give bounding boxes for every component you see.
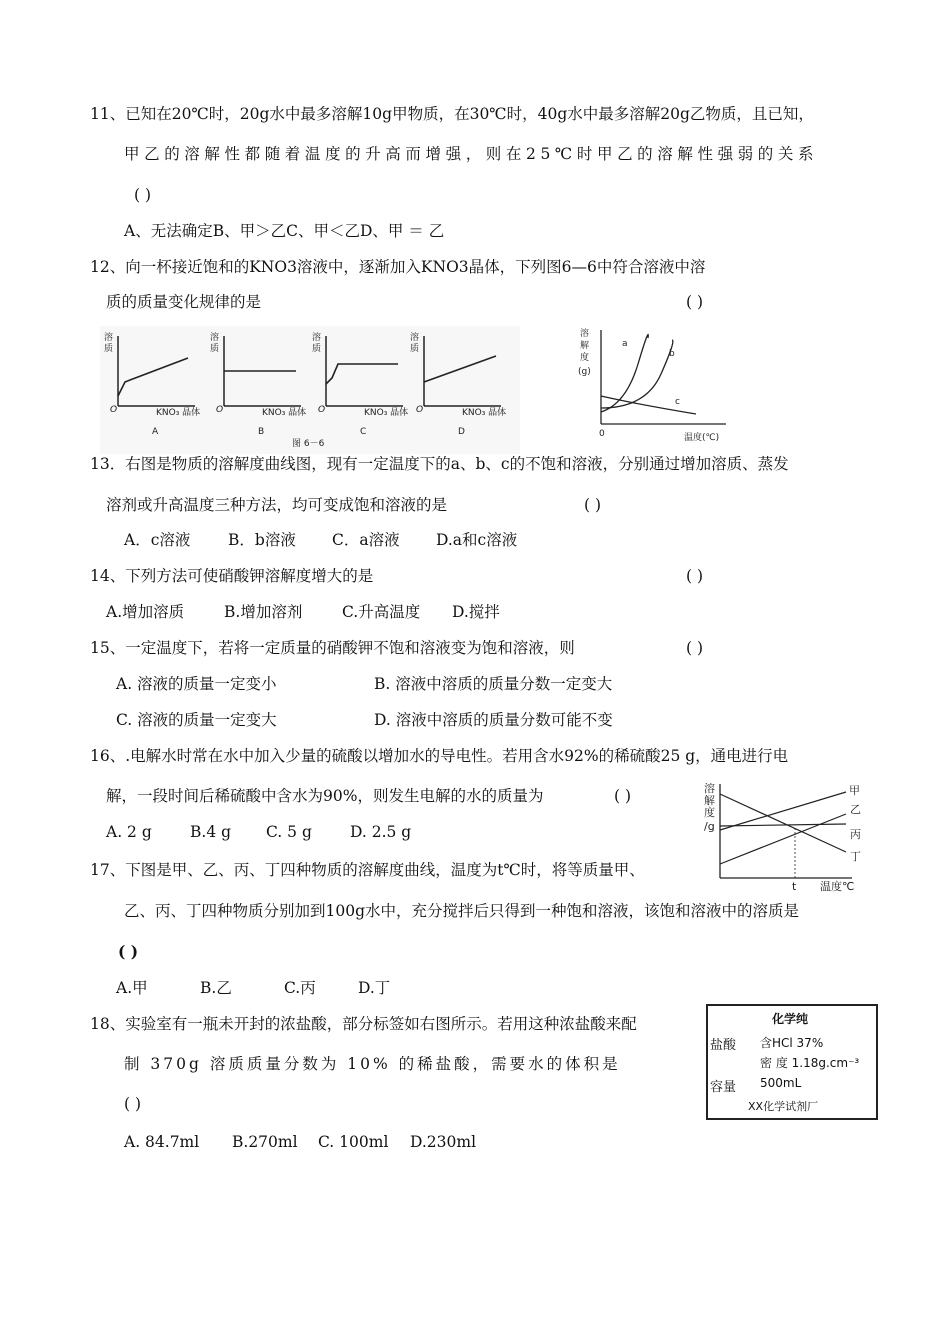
q14-option-a: A.增加溶质 — [106, 603, 185, 621]
q18-option-c: C. 100ml — [318, 1133, 389, 1151]
figure-caption: 图 6－6 — [292, 439, 325, 449]
svg-text:O: O — [110, 405, 118, 415]
q13-paren: ( ) — [584, 496, 602, 514]
q18-paren: ( ) — [124, 1095, 142, 1113]
svg-text:解: 解 — [580, 341, 590, 351]
q13-option-b: B．b溶液 — [228, 531, 296, 549]
q14-line1: 14、下列方法可使硝酸钾溶解度增大的是 — [90, 567, 374, 585]
q12-line2: 质的质量变化规律的是 — [106, 293, 262, 311]
svg-text:(g): (g) — [578, 367, 591, 377]
label-name: 盐酸 — [710, 1038, 737, 1053]
graph-b-letter: B — [258, 427, 265, 437]
q14-paren: ( ) — [686, 567, 704, 585]
figure-6-6 — [100, 326, 520, 454]
series-ding: 丁 — [850, 850, 861, 863]
abc-xlabel: 温度(℃) — [684, 433, 720, 443]
series-yi: 乙 — [850, 803, 861, 816]
label-content: 含HCl 37% — [760, 1036, 824, 1050]
curve-ding — [720, 794, 846, 852]
q11-paren: ( ) — [134, 186, 152, 204]
svg-text:质: 质 — [312, 344, 322, 354]
solubility-curves-abc — [576, 324, 736, 446]
label-density: 密 度 1.18g.cm⁻³ — [760, 1056, 860, 1070]
label-maker: XX化学试剂厂 — [748, 1100, 819, 1113]
q17-paren: ( ) — [118, 942, 139, 961]
q16-option-a: A. 2 g — [106, 823, 152, 841]
q15-option-d: D. 溶液中溶质的质量分数可能不变 — [374, 711, 613, 729]
label-vol-label: 容量 — [710, 1080, 737, 1095]
q17-ylabel-1: 溶 — [704, 782, 715, 795]
q16-line2: 解，一段时间后稀硫酸中含水为90%，则发生电解的水的质量为 — [106, 787, 544, 805]
series-a: a — [622, 339, 628, 349]
svg-text:质: 质 — [210, 344, 220, 354]
svg-text:度: 度 — [704, 806, 715, 819]
label-volume: 500mL — [760, 1076, 802, 1090]
series-c: c — [675, 397, 680, 407]
curve-c — [601, 396, 696, 414]
q17-line1: 17、下图是甲、乙、丙、丁四种物质的溶解度曲线，温度为t℃时，将等质量甲、 — [90, 861, 645, 879]
abc-ylabel-1: 溶 — [580, 329, 590, 339]
svg-text:KNO₃ 晶体: KNO₃ 晶体 — [262, 408, 307, 418]
q14-option-d: D.搅拌 — [452, 603, 500, 621]
svg-text:KNO₃ 晶体: KNO₃ 晶体 — [364, 408, 409, 418]
svg-text:/g: /g — [704, 820, 715, 833]
svg-text:质: 质 — [410, 344, 420, 354]
graph-c-letter: C — [360, 427, 367, 437]
svg-text:度: 度 — [580, 353, 590, 363]
svg-text:溶: 溶 — [210, 333, 220, 343]
q15-option-b: B. 溶液中溶质的质量分数一定变大 — [374, 675, 613, 693]
q12-line1: 12、向一杯接近饱和的KNO3溶液中，逐渐加入KNO3晶体，下列图6—6中符合溶液中溶 — [90, 258, 706, 276]
series-b: b — [669, 349, 675, 359]
svg-text:O: O — [416, 405, 424, 415]
reagent-label — [706, 1004, 878, 1120]
svg-text:KNO₃ 晶体: KNO₃ 晶体 — [156, 408, 201, 418]
curve-bing — [720, 814, 846, 864]
q15-option-c: C. 溶液的质量一定变大 — [116, 711, 277, 729]
q11-options: A、无法确定B、甲＞乙C、甲＜乙D、甲 ＝ 乙 — [124, 222, 445, 240]
q13-line2: 溶剂或升高温度三种方法，均可变成饱和溶液的是 — [106, 496, 448, 514]
q16-option-d: D. 2.5 g — [350, 823, 412, 841]
svg-text:溶: 溶 — [410, 333, 420, 343]
q16-line1: 16、.电解水时常在水中加入少量的硫酸以增加水的导电性。若用含水92%的稀硫酸25 g，通电进行电 — [90, 747, 789, 765]
q17-xlabel: 温度℃ — [820, 880, 855, 893]
q18-option-b: B.270ml — [232, 1133, 298, 1151]
q17-option-c: C.丙 — [284, 979, 316, 997]
graph-a-letter: A — [152, 427, 159, 437]
q17-option-d: D.丁 — [358, 979, 391, 997]
svg-text:质: 质 — [104, 344, 114, 354]
q13-option-d: D.a和c溶液 — [436, 531, 518, 549]
q18-option-d: D.230ml — [410, 1133, 477, 1151]
q16-option-c: C. 5 g — [266, 823, 312, 841]
solubility-curves-q17 — [702, 778, 870, 894]
q15-line1: 15、一定温度下，若将一定质量的硝酸钾不饱和溶液变为饱和溶液，则 — [90, 639, 575, 657]
q13-option-c: C．a溶液 — [332, 531, 400, 549]
svg-text:O: O — [216, 405, 224, 415]
q14-option-b: B.增加溶剂 — [224, 603, 303, 621]
q16-paren: ( ) — [614, 787, 632, 805]
q17-option-b: B.乙 — [200, 979, 232, 997]
q17-option-a: A.甲 — [116, 979, 148, 997]
q11-line1: 11、已知在20℃时，20g水中最多溶解10g甲物质，在30℃时，40g水中最多溶解20g乙物质，且已知， — [90, 105, 814, 123]
svg-text:溶: 溶 — [312, 333, 322, 343]
q11-line2: 甲乙的溶解性都随着温度的升高而增强，则在25℃时甲乙的溶解性强弱的关系 — [124, 145, 819, 163]
q16-option-b: B.4 g — [190, 823, 232, 841]
q18-option-a: A. 84.7ml — [124, 1133, 200, 1151]
abc-origin: 0 — [599, 429, 605, 439]
q18-line1: 18、实验室有一瓶未开封的浓盐酸，部分标签如右图所示。若用这种浓盐酸来配 — [90, 1015, 637, 1033]
q17-line2: 乙、丙、丁四种物质分别加到100g水中，充分搅拌后只得到一种饱和溶液，该饱和溶液中的溶质是 — [124, 902, 800, 920]
q17-t-label: t — [792, 880, 797, 893]
svg-text:O: O — [318, 405, 326, 415]
q12-paren: ( ) — [686, 293, 704, 311]
svg-text:解: 解 — [704, 794, 715, 807]
q15-paren: ( ) — [686, 639, 704, 657]
graph-a-ylabel: 溶 — [104, 333, 114, 343]
svg-text:KNO₃ 晶体: KNO₃ 晶体 — [462, 408, 507, 418]
q18-line2: 制 370g 溶质质量分数为 10% 的稀盐酸，需要水的体积是 — [124, 1055, 621, 1073]
q13-line1: 13．右图是物质的溶解度曲线图，现有一定温度下的a、b、c的不饱和溶液，分别通过增加溶质、蒸发 — [90, 455, 789, 473]
q13-option-a: A．c溶液 — [124, 531, 191, 549]
series-jia: 甲 — [849, 784, 860, 797]
series-bing: 丙 — [850, 828, 861, 841]
q15-option-a: A. 溶液的质量一定变小 — [116, 675, 277, 693]
label-title: 化学纯 — [772, 1012, 809, 1026]
q14-option-c: C.升高温度 — [342, 603, 421, 621]
graph-d-letter: D — [458, 427, 465, 437]
